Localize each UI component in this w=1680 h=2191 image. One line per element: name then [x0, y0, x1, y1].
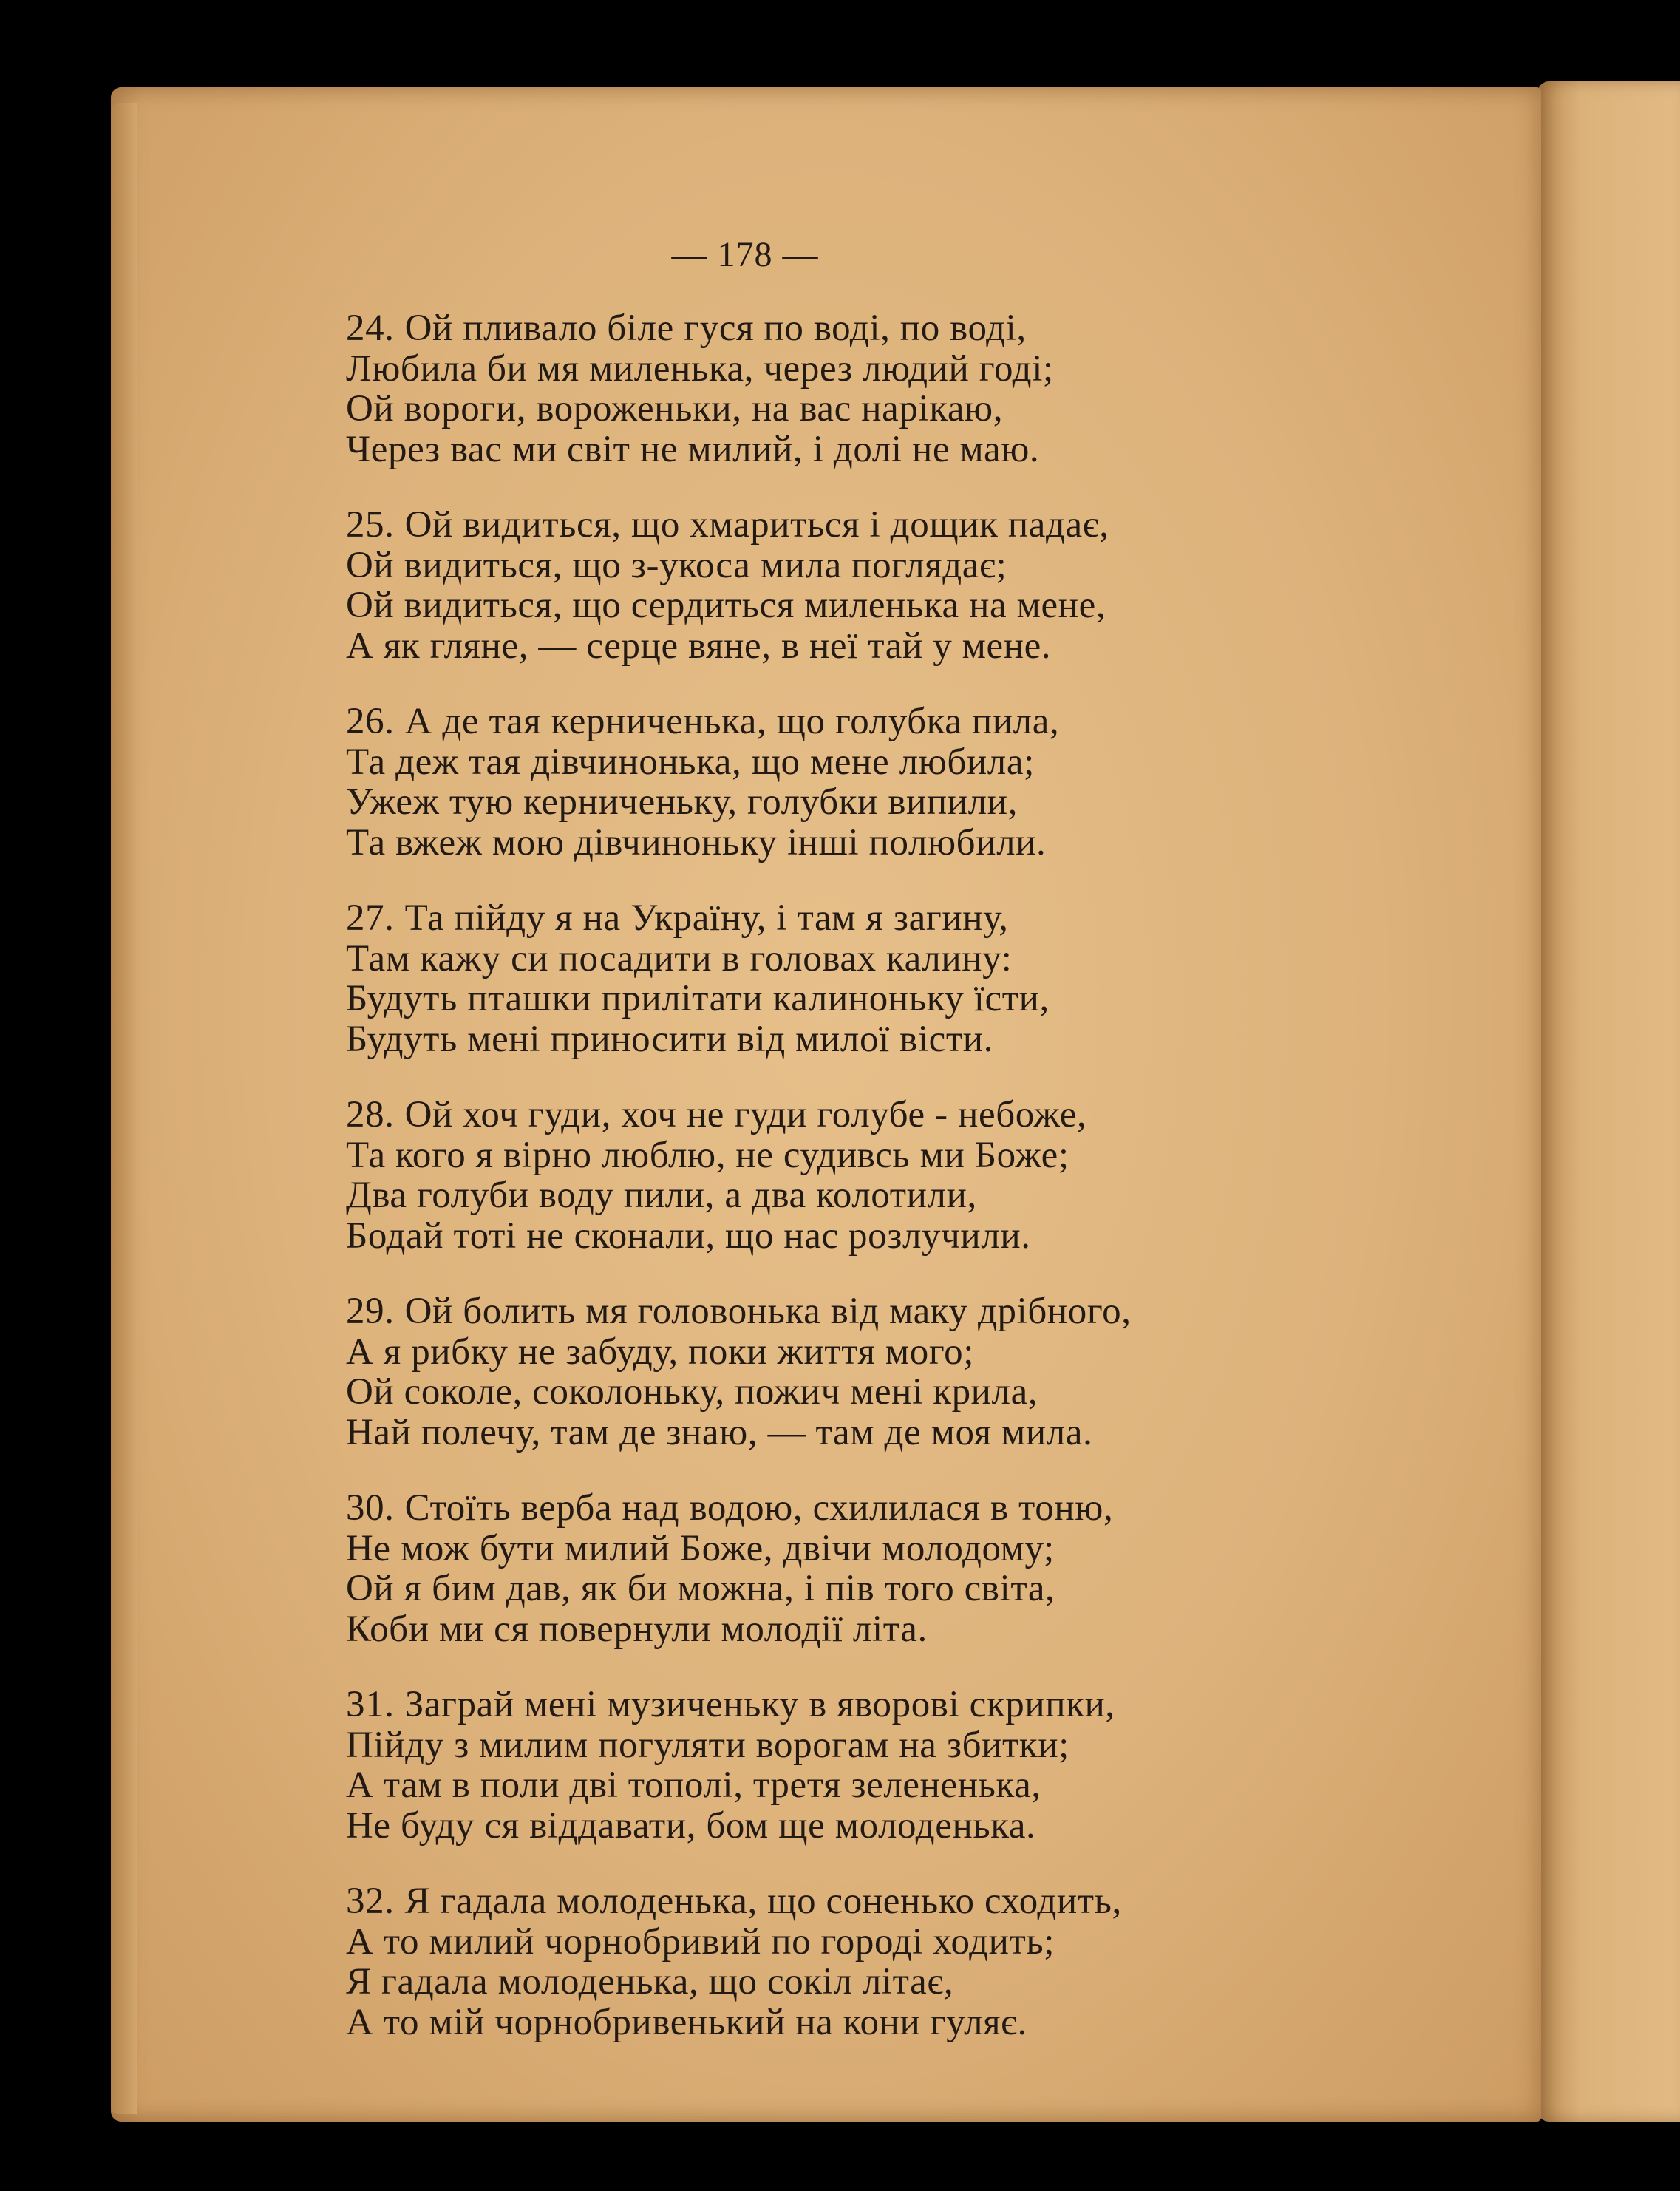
stanza-line: А то мій чорнобривенький на кони гуляє. [346, 2001, 1028, 2043]
verse-text: Ой видиться, що хмариться і дощик падає, [404, 504, 1109, 546]
stanza-line: Ой видиться, що з-укоса мила поглядає; [346, 544, 1007, 586]
stanza-25 [346, 505, 1395, 666]
stanza-line [346, 898, 1395, 939]
verse-text: Ой болить мя головонька від маку дрібного, [404, 1291, 1132, 1332]
stanza-32 [346, 1881, 1395, 2042]
stanza-line: Два голуби воду пили, а два колотили, [346, 1175, 977, 1216]
stanza-line [346, 702, 1395, 742]
stanza-line: Будуть мені приносити від милої вісти. [346, 1018, 993, 1060]
stanza-30 [346, 1488, 1395, 1649]
stanza-line: А як гляне, — серце вяне, в неї тай у мене. [346, 625, 1052, 667]
verse-text: Ой хоч гуди, хоч не гуди голубе - небоже, [404, 1094, 1087, 1135]
verse-text: Та пійду я на Україну, і там я загину, [404, 897, 1009, 939]
verse-text: Ой пливало біле гуся по воді, по воді, [404, 308, 1027, 349]
stanza-line: Най полечу, там де знаю, — там де моя мила. [346, 1411, 1093, 1453]
verse-text: Заграй мені музиченьку в яворові скрипки, [404, 1684, 1115, 1725]
stanza-line: Через вас ми світ не милий, і долі не маю. [346, 428, 1040, 470]
stanza-line: Коби ми ся повернули молодії літа. [346, 1608, 928, 1650]
page-binding-edge [111, 103, 137, 2114]
stanza-number: 26. [346, 701, 395, 742]
stanza-31 [346, 1685, 1395, 1846]
stanza-line: Ой вороги, вороженьки, на вас нарікаю, [346, 388, 1004, 429]
stanza-number: 30. [346, 1487, 395, 1529]
stanza-number: 28. [346, 1094, 395, 1135]
stanza-line: Не буду ся віддавати, бом ще молоденька. [346, 1804, 1036, 1847]
stanza-28 [346, 1095, 1395, 1256]
stanza-27 [346, 898, 1395, 1059]
stanza-line [346, 1095, 1395, 1135]
stanza-29 [346, 1291, 1395, 1453]
stanza-number: 32. [346, 1881, 395, 1922]
verse-text: Я гадала молоденька, що соненько сходить, [404, 1881, 1122, 1922]
stanza-line: Та кого я вірно люблю, не судивсь ми Боже; [346, 1134, 1069, 1176]
stanza-number: 27. [346, 897, 395, 939]
stanza-line: Ой видиться, що сердиться миленька на мене, [346, 585, 1106, 626]
stanza-number: 25. [346, 504, 395, 546]
stanza-line: Бодай тоті не сконали, що нас розлучили. [346, 1215, 1031, 1257]
stanza-line: А то милий чорнобривий по городі ходить; [346, 1920, 1055, 1963]
stanza-line [346, 1488, 1395, 1529]
verse-text: Стоїть верба над водою, схилилася в тоню, [404, 1487, 1114, 1529]
page-content [346, 225, 1395, 2078]
stanza-line: Та деж тая дівчинонька, що мене любила; [346, 741, 1035, 783]
stanza-line [346, 1291, 1395, 1332]
stanza-line [346, 1685, 1395, 1725]
stanza-line: А там в поли дві тополі, третя зелененька, [346, 1764, 1041, 1806]
stanza-26 [346, 702, 1395, 863]
stanza-line: Я гадала молоденька, що сокіл літає, [346, 1961, 954, 2003]
stanza-line [346, 308, 1395, 349]
stanza-line: А я рибку не забуду, поки життя мого; [346, 1331, 974, 1373]
stanza-number: 31. [346, 1684, 395, 1725]
stanza-line: Ой я бим дав, як би можна, і пів того світа, [346, 1568, 1055, 1609]
stanza-line [346, 505, 1395, 546]
stanza-line: Пійду з милим погуляти ворогам на збитки; [346, 1724, 1069, 1766]
stanza-line: Не мож бути милий Боже, двічи молодому; [346, 1527, 1055, 1569]
stanza-line [346, 1881, 1395, 1922]
stanza-line: Ужеж тую керниченьку, голубки випили, [346, 781, 1018, 823]
stanza-line: Там кажу си посадити в головах калину: [346, 937, 1013, 979]
adjacent-page-edge [1537, 81, 1680, 2122]
stanza-24 [346, 308, 1395, 469]
stanza-number: 29. [346, 1291, 395, 1332]
stanza-line: Та вжеж мою дівчиноньку інші полюбили. [346, 821, 1047, 863]
stanza-number: 24. [346, 308, 395, 349]
stanza-line: Будуть пташки прилітати калиноньку їсти, [346, 978, 1050, 1019]
stanza-line: Любила би мя миленька, через людий годі; [346, 347, 1054, 390]
page-number: — 178 — [671, 235, 819, 274]
verse-text: А де тая керниченька, що голубка пила, [404, 701, 1060, 742]
stanza-line: Ой соколе, соколоньку, пожич мені крила, [346, 1371, 1038, 1413]
